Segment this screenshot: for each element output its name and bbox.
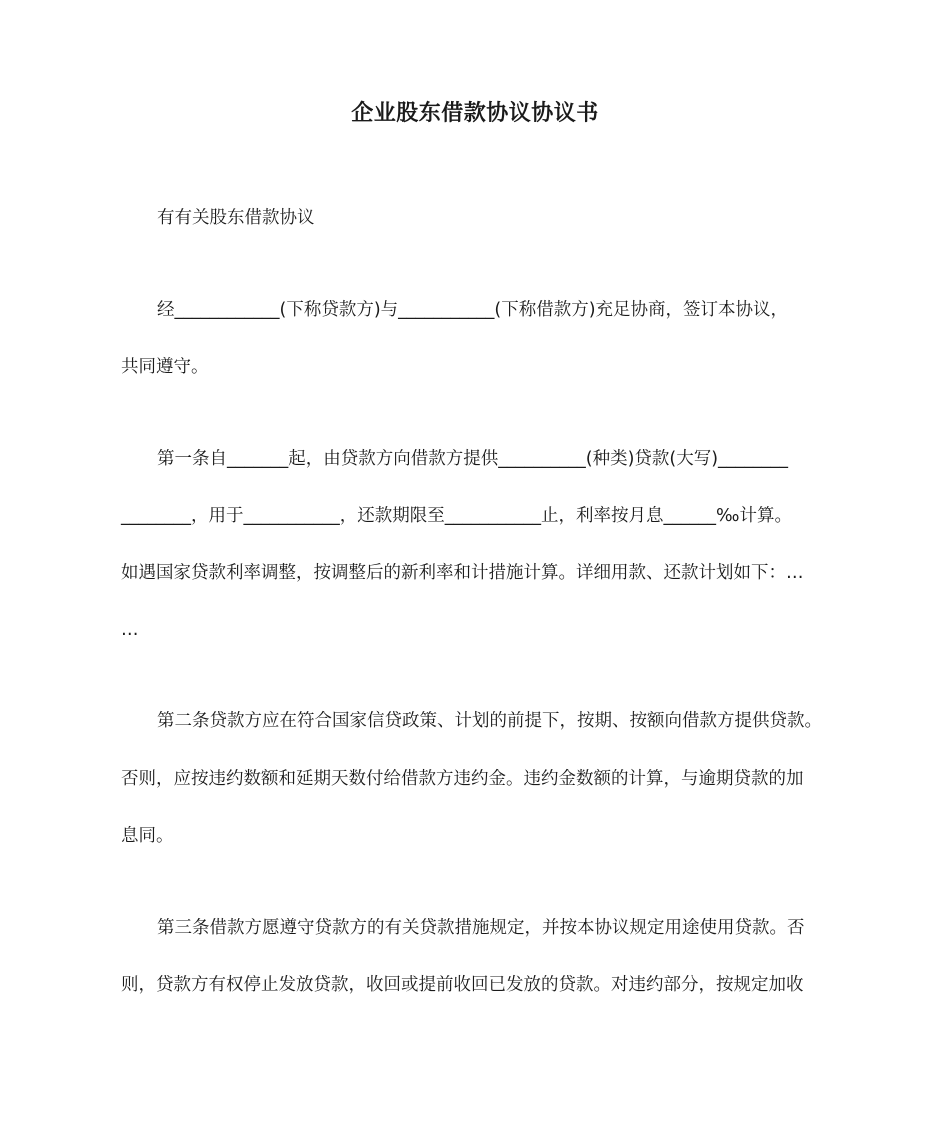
article-2-line-1: 第二条贷款方应在符合国家信贷政策、计划的前提下，按期、按额向借款方提供贷款。 xyxy=(157,711,822,731)
article-1-line-3: 如遇国家贷款利率调整，按调整后的新利率和计措施计算。详细用款、还款计划如下：… xyxy=(121,563,804,583)
article-2-line-2: 否则，应按违约数额和延期天数付给借款方违约金。违约金数额的计算，与逾期贷款的加 xyxy=(121,769,804,789)
article-2-line-3: 息同。 xyxy=(121,826,174,846)
article-3-line-1: 第三条借款方愿遵守贷款方的有关贷款措施规定，并按本协议规定用途使用贷款。否 xyxy=(157,918,805,938)
article-1-line-4: … xyxy=(121,620,139,640)
paragraph-intro-line-1: 经____________(下称贷款方)与___________(下称借款方)充足协商，签订本协议， xyxy=(157,300,789,320)
paragraph-intro-line-2: 共同遵守。 xyxy=(121,357,209,377)
article-3-line-2: 则，贷款方有权停止发放贷款，收回或提前收回已发放的贷款。对违约部分，按规定加收 xyxy=(121,975,804,995)
document-subtitle: 有有关股东借款协议 xyxy=(157,208,315,228)
article-1-line-1: 第一条自_______起，由贷款方向借款方提供__________(种类)贷款(大写)________ xyxy=(157,449,789,469)
document-title: 企业股东借款协议协议书 xyxy=(351,101,599,126)
article-1-line-2: ________，用于___________，还款期限至___________止，利率按月息______‰计算。 xyxy=(121,506,792,526)
